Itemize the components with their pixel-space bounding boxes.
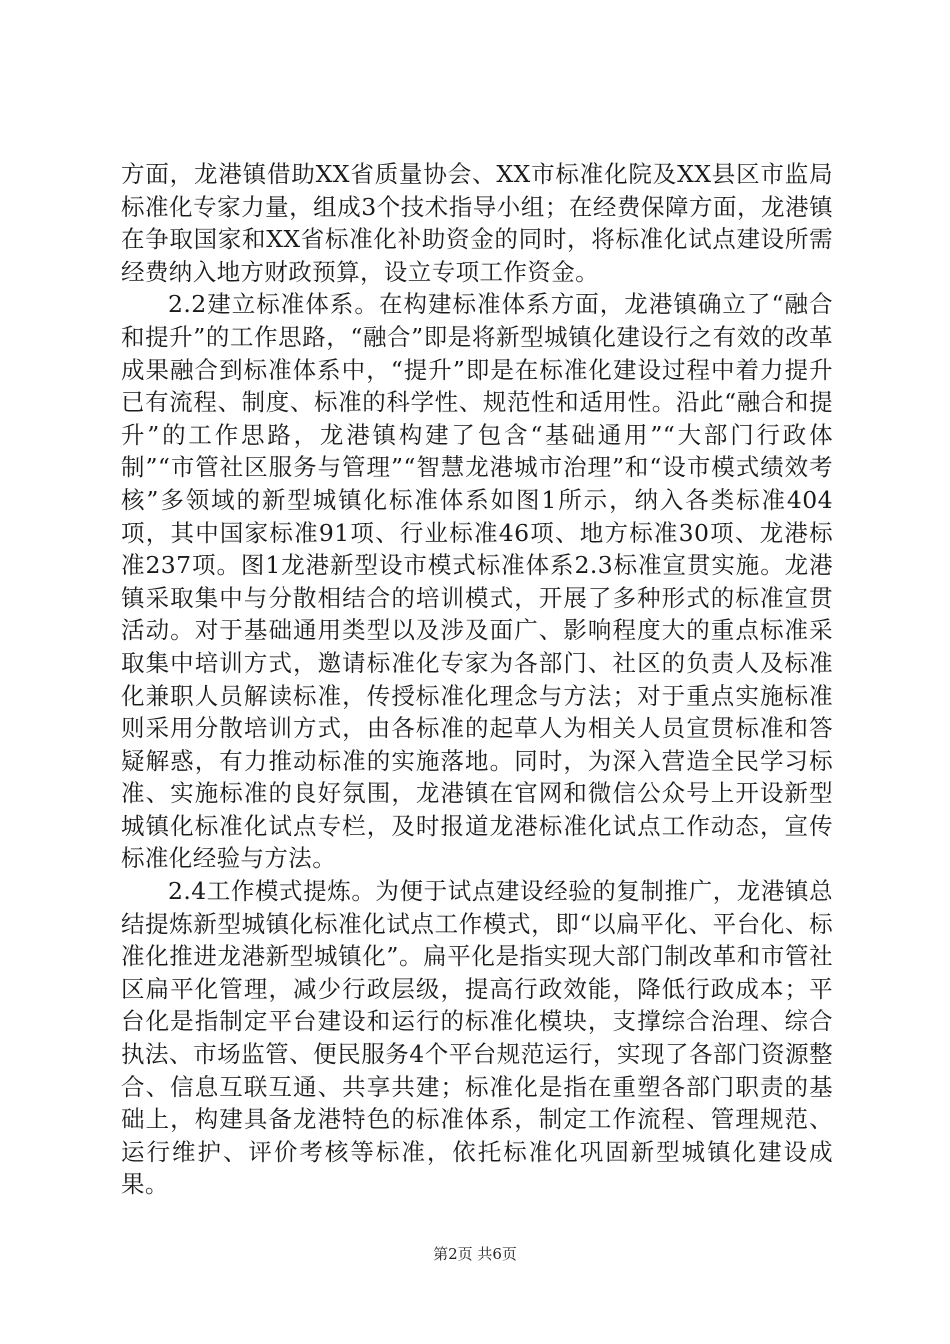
- paragraph-work-model: 2.4工作模式提炼。为便于试点建设经验的复制推广，龙港镇总结提炼新型城镇化标准化试点工作模式，即“以扁平化、平台化、标准化推进龙港新型城镇化”。扁平化是指实现大部门制改革和市管社区扁平化管理，减少行政层级，提高行政效能，降低行政成本；平台化是指制定平台建设和运行的标准化模块，支撑综合治理、综合执法、市场监管、便民服务4个平台规范运行，实现了各部门资源整合、信息互联互通、共享共建；标准化是指在重塑各部门职责的基础上，构建具备龙港特色的标准体系，制定工作流程、管理规范、运行维护、评价考核等标准，依托标准化巩固新型城镇化建设成果。: [121, 877, 833, 1199]
- body-text: [121, 158, 833, 1201]
- page-footer: 第2页 共6页: [433, 1245, 517, 1263]
- paragraph-standard-system: 2.2建立标准体系。在构建标准体系方面，龙港镇确立了“融合和提升”的工作思路，“融合”即是将新型城镇化建设行之有效的改革成果融合到标准体系中，“提升”即是在标准化建设过程中着力提升已有流程、制度、标准的科学性、规范性和适用性。沿此“融合和提升”的工作思路，龙港镇构建了包含“基础通用”“大部门行政体制”“市管社区服务与管理”“智慧龙港城市治理”和“设市模式绩效考核”多领域的新型城镇化标准体系如图1所示，纳入各类标准404项，其中国家标准91项、行业标准46项、地方标准30项、龙港标准237项。图1龙港新型设市模式标准体系2.3标准宣贯实施。龙港镇采取集中与分散相结合的培训模式，开展了多种形式的标准宣贯活动。对于基础通用类型以及涉及面广、影响程度大的重点标准采取集中培训方式，邀请标准化专家为各部门、社区的负责人及标准化兼职人员解读标准，传授标准化理念与方法；对于重点实施标准则采用分散培训方式，由各标准的起草人为相关人员宣贯标准和答疑解惑，有力推动标准的实施落地。同时，为深入营造全民学习标准、实施标准的良好氛围，龙港镇在官网和微信公众号上开设新型城镇化标准化试点专栏，及时报道龙港标准化试点工作动态，宣传标准化经验与方法。: [121, 290, 833, 873]
- paragraph-funding: 方面，龙港镇借助XX省质量协会、XX市标准化院及XX县区市监局标准化专家力量，组成3个技术指导小组；在经费保障方面，龙港镇在争取国家和XX省标准化补助资金的同时，将标准化试点建设所需经费纳入地方财政预算，设立专项工作资金。: [121, 160, 833, 286]
